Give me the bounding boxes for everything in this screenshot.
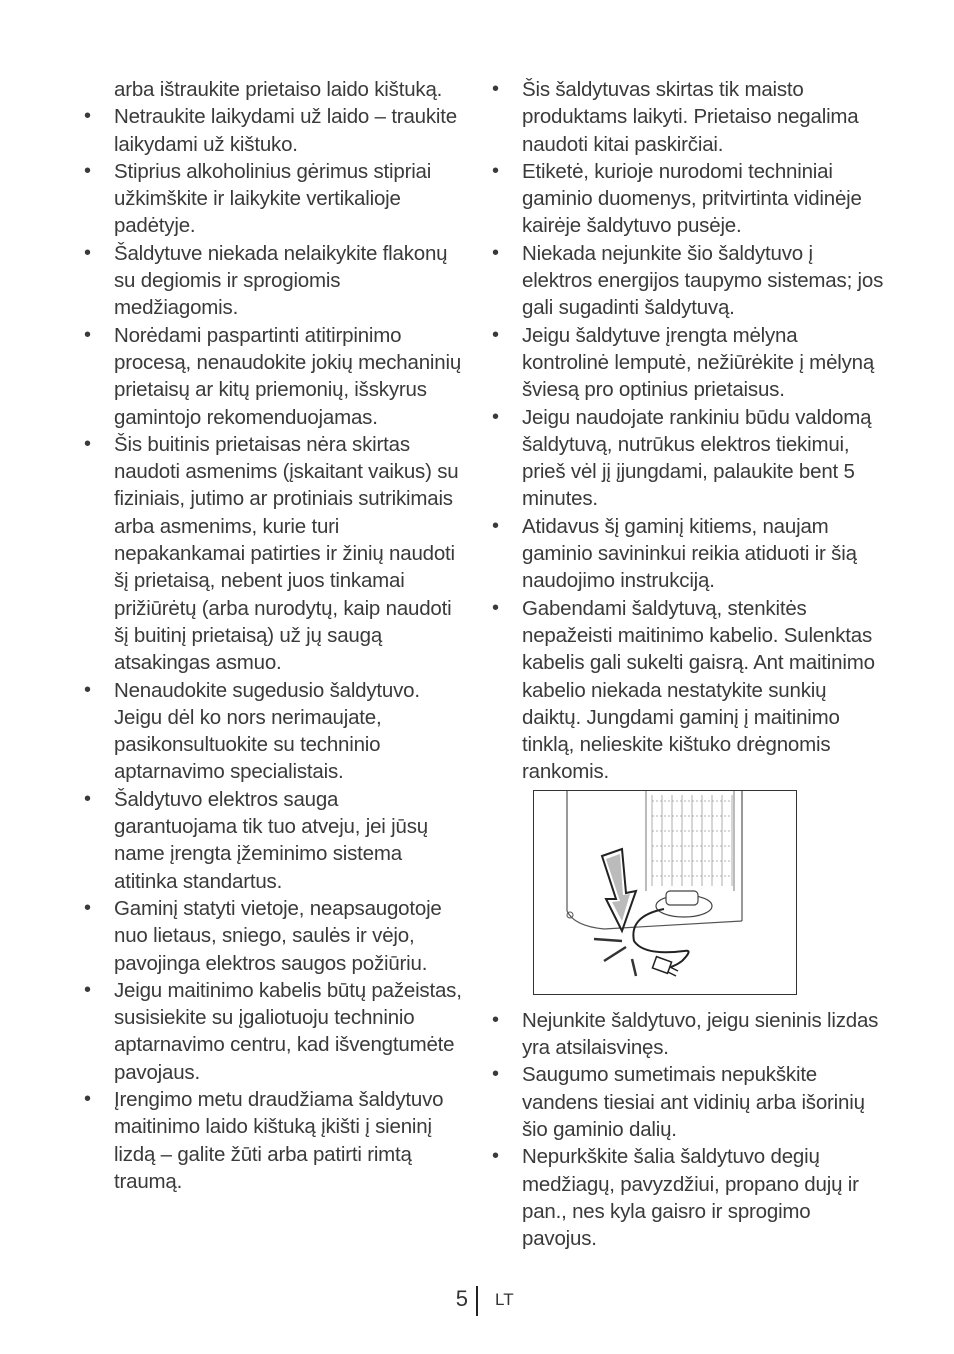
- continuation-text: arba ištraukite prietaiso laido kištuką.: [114, 78, 443, 101]
- list-item: • Jeigu naudojate rankiniu būdu valdomą šaldytuvą, nutrūkus elektros tiekimui, prieš vėl jį įjungdami, palaukite bent 5 minutes.: [492, 404, 886, 513]
- list-item: • Šis buitinis prietaisas nėra skirtas naudoti asmenims (įskaitant vaikus) su fiziniais, jutimo ar protiniais sutrikimais arba asmenims, kurie turi nepakankamai patirties ir žinių naudoti šį prietaisą, nebent juos tinkamai prižiūrėtų (arba nurodytų, kaip naudoti šį buitinį prietaisą) už jų saugą atsakingas asmuo.: [84, 431, 464, 677]
- list-item: • Gaminį statyti vietoje, neapsaugotoje nuo lietaus, sniego, saulės ir vėjo, pavojinga elektros saugos požiūriu.: [84, 895, 464, 977]
- footer-divider: [476, 1286, 478, 1316]
- language-code: LT: [495, 1290, 514, 1309]
- list-item: • Etiketė, kurioje nurodomi techniniai gaminio duomenys, pritvirtinta vidinėje kairėje šaldytuvo pusėje.: [492, 158, 886, 240]
- list-item: • Atidavus šį gaminį kitiems, naujam gaminio savininkui reikia atiduoti ir šią naudojimo instrukciją.: [492, 513, 886, 595]
- page-number: 5: [455, 1286, 468, 1311]
- right-bullet-list-top: [492, 76, 886, 786]
- list-item: • Šaldytuve niekada nelaikykite flakonų su degiomis ir sprogiomis medžiagomis.: [84, 240, 464, 322]
- fridge-back-drawing: [534, 791, 795, 993]
- list-item: • Nenaudokite sugedusio šaldytuvo. Jeigu dėl ko nors nerimaujate, pasikonsultuokite su techninio aptarnavimo specialistais.: [84, 677, 464, 786]
- right-column: [492, 76, 886, 1252]
- list-item: • Niekada nejunkite šio šaldytuvo į elektros energijos taupymo sistemas; jos gali sugadinti šaldytuvą.: [492, 240, 886, 322]
- list-item: • Saugumo sumetimais nepukškite vandens tiesiai ant vidinių arba išorinių šio gaminio dalių.: [492, 1061, 886, 1143]
- left-bullet-list: [84, 103, 464, 1195]
- list-item: • Jeigu maitinimo kabelis būtų pažeistas, susisiekite su įgaliotuoju techninio aptarnavimo centru, kad išvengtumėte pavojaus.: [84, 977, 464, 1086]
- list-item: • Nepurkškite šalia šaldytuvo degių medžiagų, pavyzdžiui, propano dujų ir pan., nes kyla gaisro ir sprogimo pavojus.: [492, 1143, 886, 1252]
- list-item: • Jeigu šaldytuve įrengta mėlyna kontrolinė lemputė, nežiūrėkite į mėlyną šviesą pro optinius prietaisus.: [492, 322, 886, 404]
- list-item: • Netraukite laikydami už laido – traukite laikydami už kištuko.: [84, 103, 464, 158]
- list-item: • Šaldytuvo elektros sauga garantuojama tik tuo atveju, jei jūsų name įrengta įžeminimo sistema atitinka standartus.: [84, 786, 464, 895]
- right-bullet-list-bottom: [492, 1007, 886, 1253]
- list-item: • Norėdami paspartinti atitirpinimo procesą, nenaudokite jokių mechaninių prietaisų ar kitų priemonių, išskyrus gamintojo rekomenduojamas.: [84, 322, 464, 431]
- power-cable-illustration: [533, 790, 797, 995]
- list-item: • Gabendami šaldytuvą, stenkitės nepažeisti maitinimo kabelio. Sulenktas kabelis gali sukelti gaisrą. Ant maitinimo kabelio niekada nestatykite sunkių daiktų. Jungdami gaminį į maitinimo tinklą, nelieskite kištuko drėgnomis rankomis.: [492, 595, 886, 786]
- page-footer: [0, 1286, 954, 1316]
- list-item: • Nejunkite šaldytuvo, jeigu sieninis lizdas yra atsilaisvinęs.: [492, 1007, 886, 1062]
- list-item: • Šis šaldytuvas skirtas tik maisto produktams laikyti. Prietaiso negalima naudoti kitai paskirčiai.: [492, 76, 886, 158]
- list-item: • Stiprius alkoholinius gėrimus stipriai užkimškite ir laikykite vertikalioje padėtyje.: [84, 158, 464, 240]
- list-item: • Įrengimo metu draudžiama šaldytuvo maitinimo laido kištuką įkišti į sieninį lizdą – galite žūti arba patirti rimtą traumą.: [84, 1086, 464, 1195]
- left-column: [84, 76, 464, 1195]
